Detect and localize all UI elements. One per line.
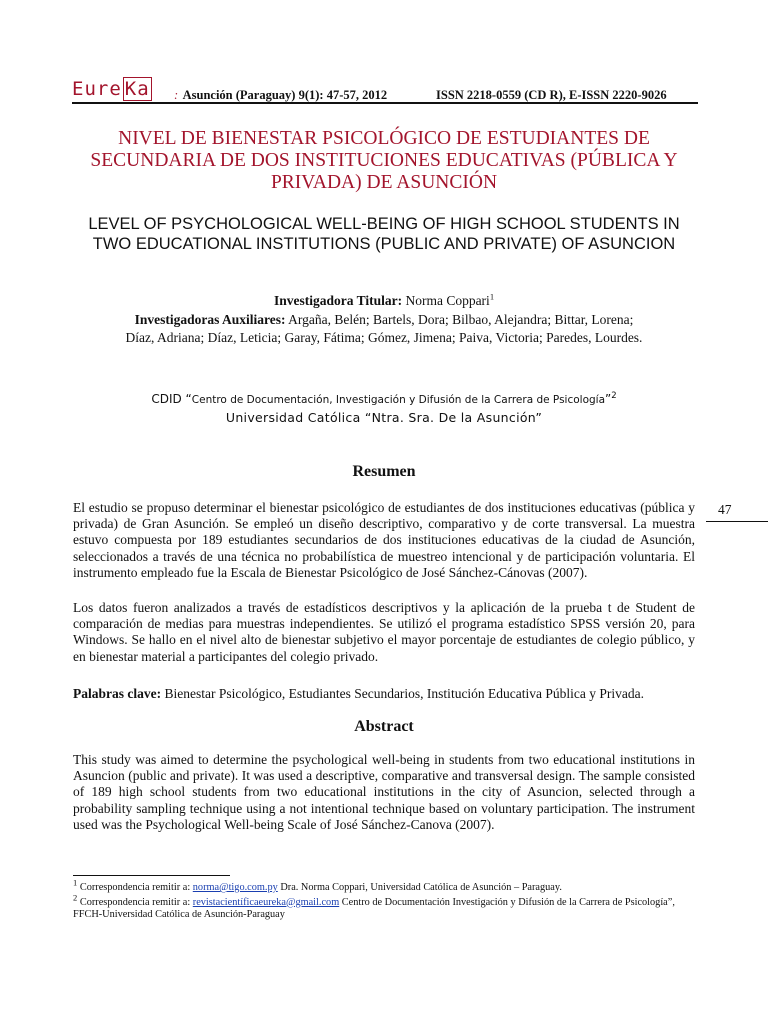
resumen-heading: Resumen xyxy=(352,463,416,480)
keywords-label: Palabras clave: xyxy=(73,686,162,701)
resumen-paragraph-1: El estudio se propuso determinar el bienestar psicológico de estudiantes de dos instituciones educativas (pública y privada) de Gran Asunción. Se empleó un diseño descriptivo, comparativo y de corte transversal. La muestra estuvo compuesta por 189 estudiantes secundarios de dos instituciones educativas de la ciudad de Asunción, seleccionados a través de una técnica no probabilística de muestreo intencional y de participación voluntaria. El instrumento empleado fue la Escala de Bienestar Psicológico de José Sánchez-Cánovas (2007). xyxy=(73,500,695,580)
cdid-line xyxy=(110,390,658,409)
keywords-text: Bienestar Psicológico, Estudiantes Secundarios, Institución Educativa Pública y Privada. xyxy=(164,686,645,701)
footnote-2-prefix: Correspondencia remitir a: xyxy=(79,896,191,908)
citation-text: Asunción (Paraguay) 9(1): 47-57, 2012 xyxy=(182,88,388,102)
journal-issn: ISSN 2218-0559 (CD R), E-ISSN 2220-9026 xyxy=(436,88,667,102)
page-number: 47 xyxy=(718,502,732,517)
journal-logo xyxy=(72,78,152,100)
title-english: LEVEL OF PSYCHOLOGICAL WELL-BEING OF HIGH SCHOOL STUDENTS IN TWO EDUCATIONAL INSTITUTIONS (PUBLIC AND PRIVATE) OF ASUNCION xyxy=(88,215,680,253)
title-spanish: NIVEL DE BIENESTAR PSICOLÓGICO DE ESTUDIANTES DE SECUNDARIA DE DOS INSTITUCIONES EDUCATIVAS (PÚBLICA Y PRIVADA) DE ASUNCIÓN xyxy=(90,128,678,193)
citation-colon: : xyxy=(174,88,179,102)
footnote-2-mark: 2 xyxy=(73,892,78,903)
university-name: Universidad Católica “Ntra. Sra. De la Asunción” xyxy=(225,410,543,425)
footnote-1-text: Dra. Norma Coppari, Universidad Católica de Asunción – Paraguay. xyxy=(280,882,562,893)
cdid-name: Centro de Documentación, Investigación y Difusión de la Carrera de Psicología xyxy=(191,394,606,406)
assistant-researchers-label: Investigadoras Auxiliares: xyxy=(134,311,286,327)
footnote-1-email-link[interactable]: norma@tigo.com.py xyxy=(192,882,278,893)
footnote-2 xyxy=(73,892,698,922)
cdid-footnote-mark: 2 xyxy=(611,391,617,401)
abstract-paragraph: This study was aimed to determine the psychological well-being in students from two educational institutions in Asuncion (public and private). It was used a descriptive, comparative and transversal design. The sample consisted of 189 high school students from two educational institutions in the city of Asuncion, selected through a probability sampling technique using a not intentional technique based on voluntary participation. The instrument used was the Psychological Well-being Scale of José Sánchez-Canova (2007). xyxy=(73,752,695,832)
journal-citation xyxy=(174,88,387,103)
assistant-researchers-line xyxy=(120,311,648,348)
footnote-divider xyxy=(73,875,230,876)
authors-block xyxy=(120,292,648,348)
footnote-1-mark: 1 xyxy=(73,877,78,888)
resumen-paragraph-2: Los datos fueron analizados a través de estadísticos descriptivos y la aplicación de la prueba t de Student de comparación de medias para muestras independientes. Se utilizó el programa estadístico SPSS versión 20, para Windows. Se hallo en el nivel alto de bienestar subjetivo el mayor porcentaje de estudiantes de colegio público, y en bienestar material a participantes del colegio privado. xyxy=(73,600,695,664)
cdid-suffix: ” xyxy=(605,392,612,406)
logo-text-part2: Ka xyxy=(124,78,150,100)
affiliation-block xyxy=(110,390,658,427)
footnote-2-text: Centro de Documentación Investigación y Difusión de la Carrera de Psicología”, FFCH-Universidad Católica de Asunción-Paraguay xyxy=(73,896,675,920)
lead-researcher-name: Norma Coppari xyxy=(405,293,490,308)
header-divider xyxy=(72,102,698,104)
abstract-heading: Abstract xyxy=(354,718,414,735)
footnote-2-email-link[interactable]: revistacientíficaeureka@gmail.com xyxy=(192,896,340,908)
lead-researcher-footnote-mark: 1 xyxy=(489,291,495,302)
lead-researcher-line xyxy=(120,292,648,311)
assistant-researchers-names: Argaña, Belén; Bartels, Dora; Bilbao, Alejandra; Bittar, Lorena; Díaz, Adriana; Díaz, Leticia; Garay, Fátima; Gómez, Jimena; Paiva, Victoria; Paredes, Lourdes. xyxy=(125,311,643,345)
keywords xyxy=(73,686,695,702)
footnote-1-prefix: Correspondencia remitir a: xyxy=(79,882,191,893)
journal-header xyxy=(72,78,712,102)
cdid-prefix: CDID “ xyxy=(151,392,192,406)
footnote-1 xyxy=(73,877,698,895)
page-number-rule xyxy=(706,521,768,522)
lead-researcher-label: Investigadora Titular: xyxy=(273,293,403,308)
footnotes xyxy=(73,877,698,924)
logo-text-part1: Eure xyxy=(72,78,122,100)
